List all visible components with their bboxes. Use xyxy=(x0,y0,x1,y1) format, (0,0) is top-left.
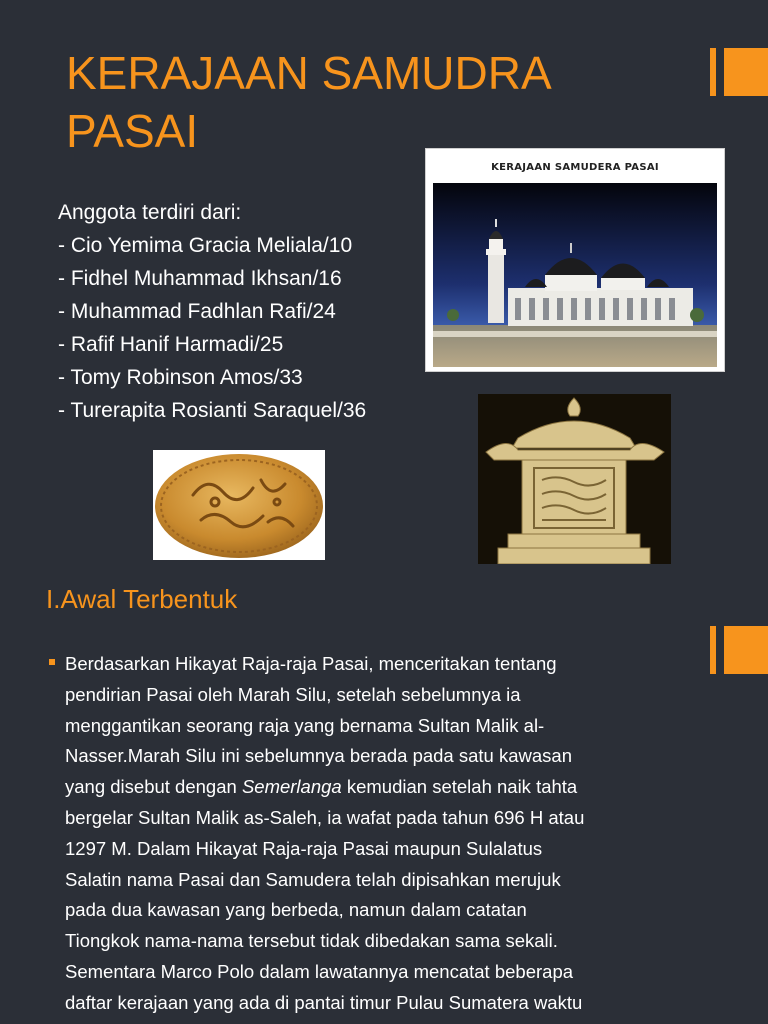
mosque-image xyxy=(433,183,717,367)
body-paragraph xyxy=(65,649,675,1019)
member-item: - Muhammad Fadhlan Rafi/24 xyxy=(58,300,336,323)
member-item: - Fidhel Muhammad Ikhsan/16 xyxy=(58,267,342,290)
paragraph-line: daftar kerajaan yang ada di pantai timur Pulau Sumatera waktu xyxy=(65,991,583,1013)
bullet-marker xyxy=(49,659,55,665)
slide-title: KERAJAAN SAMUDRA PASAI xyxy=(66,47,550,157)
paragraph-line: Salatin nama Pasai dan Samudera telah dipisahkan merujuk xyxy=(65,868,561,890)
paragraph-line: menggantikan seorang raja yang bernama Sultan Malik al- xyxy=(65,714,545,736)
accent-bar xyxy=(710,626,768,674)
member-item: - Turerapita Rosianti Saraquel/36 xyxy=(58,399,367,422)
coin-illustration xyxy=(153,450,325,560)
mosque-photo-caption: KERAJAAN SAMUDERA PASAI xyxy=(491,162,659,173)
paragraph-line: bergelar Sultan Malik as-Saleh, ia wafat pada tahun 696 H atau xyxy=(65,806,585,828)
accent-bar-thick xyxy=(724,626,768,674)
paragraph-text: yang disebut dengan xyxy=(65,776,242,798)
accent-bar xyxy=(710,48,768,96)
member-item: - Rafif Hanif Harmadi/25 xyxy=(58,333,284,356)
paragraph-line: Berdasarkan Hikayat Raja-raja Pasai, menceritakan tentang xyxy=(65,653,557,674)
paragraph-line: Nasser.Marah Silu ini sebelumnya berada pada satu kawasan xyxy=(65,745,572,767)
paragraph-line: pendirian Pasai oleh Marah Silu, setelah sebelumnya ia xyxy=(65,683,521,705)
paragraph-line: 1297 M. Dalam Hikayat Raja-raja Pasai maupun Sulalatus xyxy=(65,837,543,859)
accent-bar-thin xyxy=(710,626,716,674)
tombstone-illustration xyxy=(478,394,671,564)
member-item: - Tomy Robinson Amos/33 xyxy=(58,366,303,389)
tombstone-image xyxy=(478,394,671,564)
mosque-photo xyxy=(425,148,725,372)
coin-image xyxy=(153,450,325,560)
member-item: - Cio Yemima Gracia Meliala/10 xyxy=(58,234,353,257)
paragraph-italic-term: Semerlanga xyxy=(241,776,342,798)
members-list xyxy=(58,196,366,427)
paragraph-line: Tiongkok nama-nama tersebut tidak dibedakan sama sekali. xyxy=(65,930,558,952)
paragraph-line: Sementara Marco Polo dalam lawatannya mencatat beberapa xyxy=(65,960,574,982)
slide-2 xyxy=(0,576,768,1024)
accent-bar-thin xyxy=(710,48,716,96)
paragraph-text: kemudian setelah naik tahta xyxy=(341,776,578,798)
section-title: I.Awal Terbentuk xyxy=(46,584,238,614)
members-heading: Anggota terdiri dari: xyxy=(58,201,242,224)
accent-bar-thick xyxy=(724,48,768,96)
mosque-illustration xyxy=(433,183,717,367)
paragraph-line: pada dua kawasan yang berbeda, namun dalam catatan xyxy=(65,899,527,921)
paragraph-line xyxy=(65,772,675,803)
